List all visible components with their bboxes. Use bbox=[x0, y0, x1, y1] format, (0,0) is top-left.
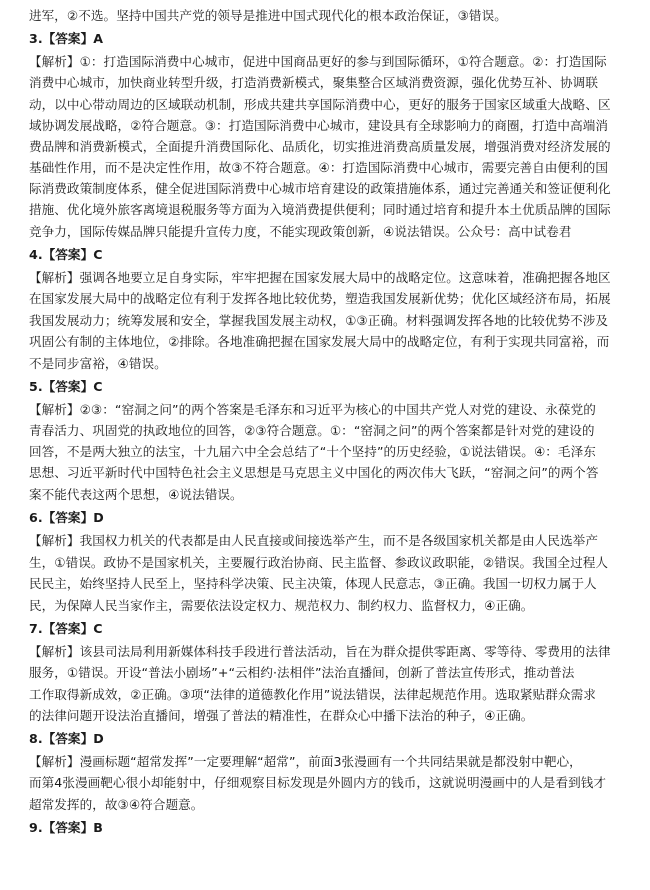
analysis-line: 【解析】漫画标题“超常发挥”一定要理解“超常”，前面3张漫画有一个共同结果就是都没射中靶心， bbox=[29, 754, 582, 769]
text-line: 费品牌和消费新模式，全面提升消费国际化、品质化，切实推进消费高质量发展，增强消费对经济发展的 bbox=[29, 139, 611, 154]
text-line: 动，以中心带动周边的区域联动机制，形成共建共享国际消费中心，更好的服务于国家区域重大战略、区 bbox=[29, 97, 611, 112]
text-line: 而第4张漫画靶心很小却能射中，仔细观察目标发现是外圆内方的钱币，这就说明漫画中的人是看到钱才 bbox=[29, 775, 607, 790]
text-line: 思想、习近平新时代中国特色社会主义思想是马克思主义中国化的两次伟大飞跃，“窑洞之问”的两个答 bbox=[29, 465, 599, 480]
text-line: 竞争力，国际传媒品牌只能提升宣传力度，不能实现政策创新，④说法错误。公众号：高中试卷君 bbox=[29, 224, 572, 239]
analysis-line: 【解析】该县司法局利用新媒体科技手段进行普法活动，旨在为群众提供零距离、零等待、零费用的法律 bbox=[29, 644, 611, 659]
answer-heading: 7.【答案】C bbox=[29, 621, 103, 636]
text-line: 不是同步富裕，④错误。 bbox=[29, 356, 167, 371]
text-line: 工作取得新成效，②正确。③项“法律的道德教化作用”说法错误，法律起规范作用。选取紧贴群众需求 bbox=[29, 687, 596, 702]
answer-heading: 8.【答案】D bbox=[29, 731, 104, 746]
analysis-line: 【解析】强调各地要立足自身实际，牢牢把握在国家发展大局中的战略定位。这意味着，准确把握各地区 bbox=[29, 270, 611, 285]
text-line: 超常发挥的，故③④符合题意。 bbox=[29, 797, 204, 812]
text-line: 消费中心城市，加快商业转型升级，打造消费新模式，聚集整合区域消费资源，强化优势互补、协调联 bbox=[29, 75, 598, 90]
text-line: 民，为保障人民当家作主，需要依法设定权力、规范权力、制约权力、监督权力，④正确。 bbox=[29, 598, 534, 613]
text-line: 进军，②不选。坚持中国共产党的领导是推进中国式现代化的根本政治保证，③错误。 bbox=[29, 8, 507, 23]
text-line: 际消费政策制度体系，健全促进国际消费中心城市培育建设的政策措施体系，通过完善通关和签证便利化 bbox=[29, 181, 611, 196]
text-line: 我国发展动力；统筹发展和安全，掌握我国发展主动权，①③正确。材料强调发挥各地的比较优势不涉及 bbox=[29, 313, 609, 328]
text-line: 民民主，始终坚持人民至上，坚持科学决策、民主决策，体现人民意志，③正确。我国一切权力属于人 bbox=[29, 576, 597, 591]
text-line: 措施、优化境外旅客离境退税服务等方面为入境消费提供便利；同时通过培育和提升本土优质品牌的国际 bbox=[29, 202, 611, 217]
answer-heading: 4.【答案】C bbox=[29, 247, 103, 262]
analysis-line: 【解析】②③：“窑洞之问”的两个答案是毛泽东和习近平为核心的中国共产党人对党的建设、永葆党的 bbox=[29, 402, 596, 417]
text-line: 青春活力、巩固党的执政地位的回答，②③符合题意。①：“窑洞之问”的两个答案都是针对党的建设的 bbox=[29, 423, 595, 438]
text-line: 案不能代表这两个思想，④说法错误。 bbox=[29, 487, 243, 502]
text-line: 生，①错误。政协不是国家机关，主要履行政治协商、民主监督、参政议政职能，②错误。我国全过程人 bbox=[29, 555, 609, 570]
answer-heading: 3.【答案】A bbox=[29, 31, 104, 46]
text-line: 巩固公有制的主体地位，②排除。各地准确把握在国家发展大局中的战略定位，有利于实现共同富裕，而 bbox=[29, 334, 610, 349]
text-line: 服务，①错误。开设“普法小剧场”+“云相约·法相伴”法治直播间，创新了普法宣传形式，推动普法 bbox=[29, 665, 575, 680]
analysis-line: 【解析】我国权力机关的代表都是由人民直接或间接选举产生，而不是各级国家机关都是由人民选举产 bbox=[29, 533, 598, 548]
answer-heading: 5.【答案】C bbox=[29, 379, 103, 394]
text-line: 的法律问题开设法治直播间，增强了普法的精准性，在群众心中播下法治的种子，④正确。 bbox=[29, 708, 534, 723]
answer-heading: 9.【答案】B bbox=[29, 820, 103, 835]
text-line: 回答，不是两大独立的法宝，十九届六中全会总结了“十个坚持”的历史经验，①说法错误。④：毛泽东 bbox=[29, 444, 596, 459]
text-line: 基础性作用，而不是决定性作用，故③不符合题意。④：打造国际消费中心城市，需要完善自由便利的国 bbox=[29, 160, 609, 175]
analysis-line: 【解析】①：打造国际消费中心城市，促进中国商品更好的参与到国际循环，①符合题意。②：打造国际 bbox=[29, 54, 607, 69]
answer-heading: 6.【答案】D bbox=[29, 510, 104, 525]
text-line: 域协调发展战略，②符合题意。③：打造国际消费中心城市，建设具有全球影响力的商圈，打造中高端消 bbox=[29, 118, 609, 133]
text-line: 在国家发展大局中的战略定位有利于发挥各地比较优势，塑造我国发展新优势；优化区域经济布局，拓展 bbox=[29, 291, 611, 306]
